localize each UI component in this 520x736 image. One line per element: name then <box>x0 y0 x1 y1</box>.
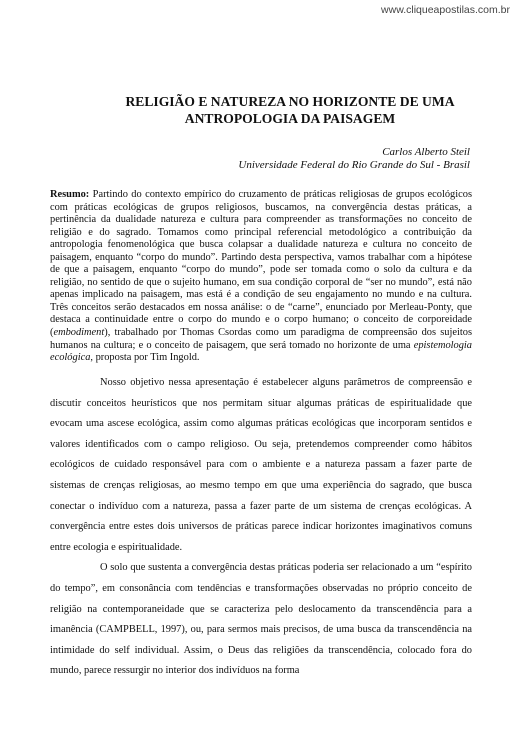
title-line-1: RELIGIÃO E NATUREZA NO HORIZONTE DE UMA <box>125 94 455 109</box>
author-name: Carlos Alberto Steil <box>382 146 470 158</box>
abstract-italic-epistemologia: epistemologia ecológica <box>50 339 472 364</box>
abstract-italic-embodiment: embodiment <box>53 327 105 339</box>
paragraph-2: O solo que sustenta a convergência destas práticas poderia ser relacionado a um “espírito do tempo”, em consonância com tendências e transformações observadas no próprio conceito de religião na contemporaneidade que se caracteriza pelo deslocamento da transcendência para a imanência (CAMPBELL, 1997), ou, para sermos mais precisos, de uma busca da transcendência na intimidade do self individual. Assim, o Deus das religiões da transcendência, colocado fora do mundo, parece ressurgir no interior dos indivíduos na forma <box>50 562 472 677</box>
paragraph-1: Nosso objetivo nessa apresentação é estabelecer alguns parâmetros de compreensão e discutir conceitos heurísticos que nos permitam situar algumas práticas de espiritualidade que evocam uma ascese ecológica, assim como algumas práticas ecológicas que incorporam sentidos e valores identificados com o campo religioso. Ou seja, pretendemos compreender como hábitos ecológicos de cuidado responsável para com o ambiente e a natureza passam a fazer parte de sistemas de crenças religiosas, ao mesmo tempo em que uma experiência do sagrado, que busca conectar o indivíduo com a natureza, passa a fazer parte de um sistema de crenças ecológicas. A convergência entre estes dois universos de práticas parece indicar horizontes imaginativos comuns entre ecologia e espiritualidade. <box>50 377 472 553</box>
abstract-text-a: Partindo do contexto empírico do cruzamento de práticas religiosas de grupos ecológicos com práticas ecológicas de grupos religiosos, buscamos, na convergência destas práticas, a pertinência da dualidade natureza e cultura para compreender as transformações no conceito de religião e do sagrado. Tomamos como principal referencial metodológico a contribuição da antropologia fenomenológica que busca colapsar a dualidade natureza e cultura no conceito de paisagem, enquanto “corpo do mundo”. Partindo desta perspectiva, vamos trabalhar com a hipótese de que a paisagem, enquanto “corpo do mundo”, pode ser tomada como o solo da cultura e da religião, no sentido de que o sujeito humano, em sua condição corporal de “ser no mundo”, está não apenas implicado na paisagem, mas está é a condição de seu engajamento no mundo e na cultura. Três conceitos serão destacados em nossa análise: o de “carne”, enunciado por Merleau-Ponty, que destaca a continuidade entre o corpo do mundo e o corpo humano; o conceito de corporeidade ( <box>50 189 472 339</box>
watermark-text: www.cliqueapostilas.com.br <box>381 4 510 16</box>
body-text <box>50 373 472 682</box>
abstract-text-b: ), trabalhado por Thomas Csordas como um paradigma de compreensão dos sujeitos humanos na cultura; e o conceito de paisagem, que será tomado no horizonte de uma <box>50 327 472 351</box>
author-block <box>238 146 470 172</box>
abstract-label: Resumo: <box>50 189 90 200</box>
abstract-text-c: , proposta por Tim Ingold. <box>90 352 200 364</box>
abstract <box>50 189 472 365</box>
title-line-2: ANTROPOLOGIA DA PAISAGEM <box>184 111 396 126</box>
paper-title <box>110 93 470 127</box>
author-affiliation: Universidade Federal do Rio Grande do Sul - Brasil <box>238 159 470 171</box>
